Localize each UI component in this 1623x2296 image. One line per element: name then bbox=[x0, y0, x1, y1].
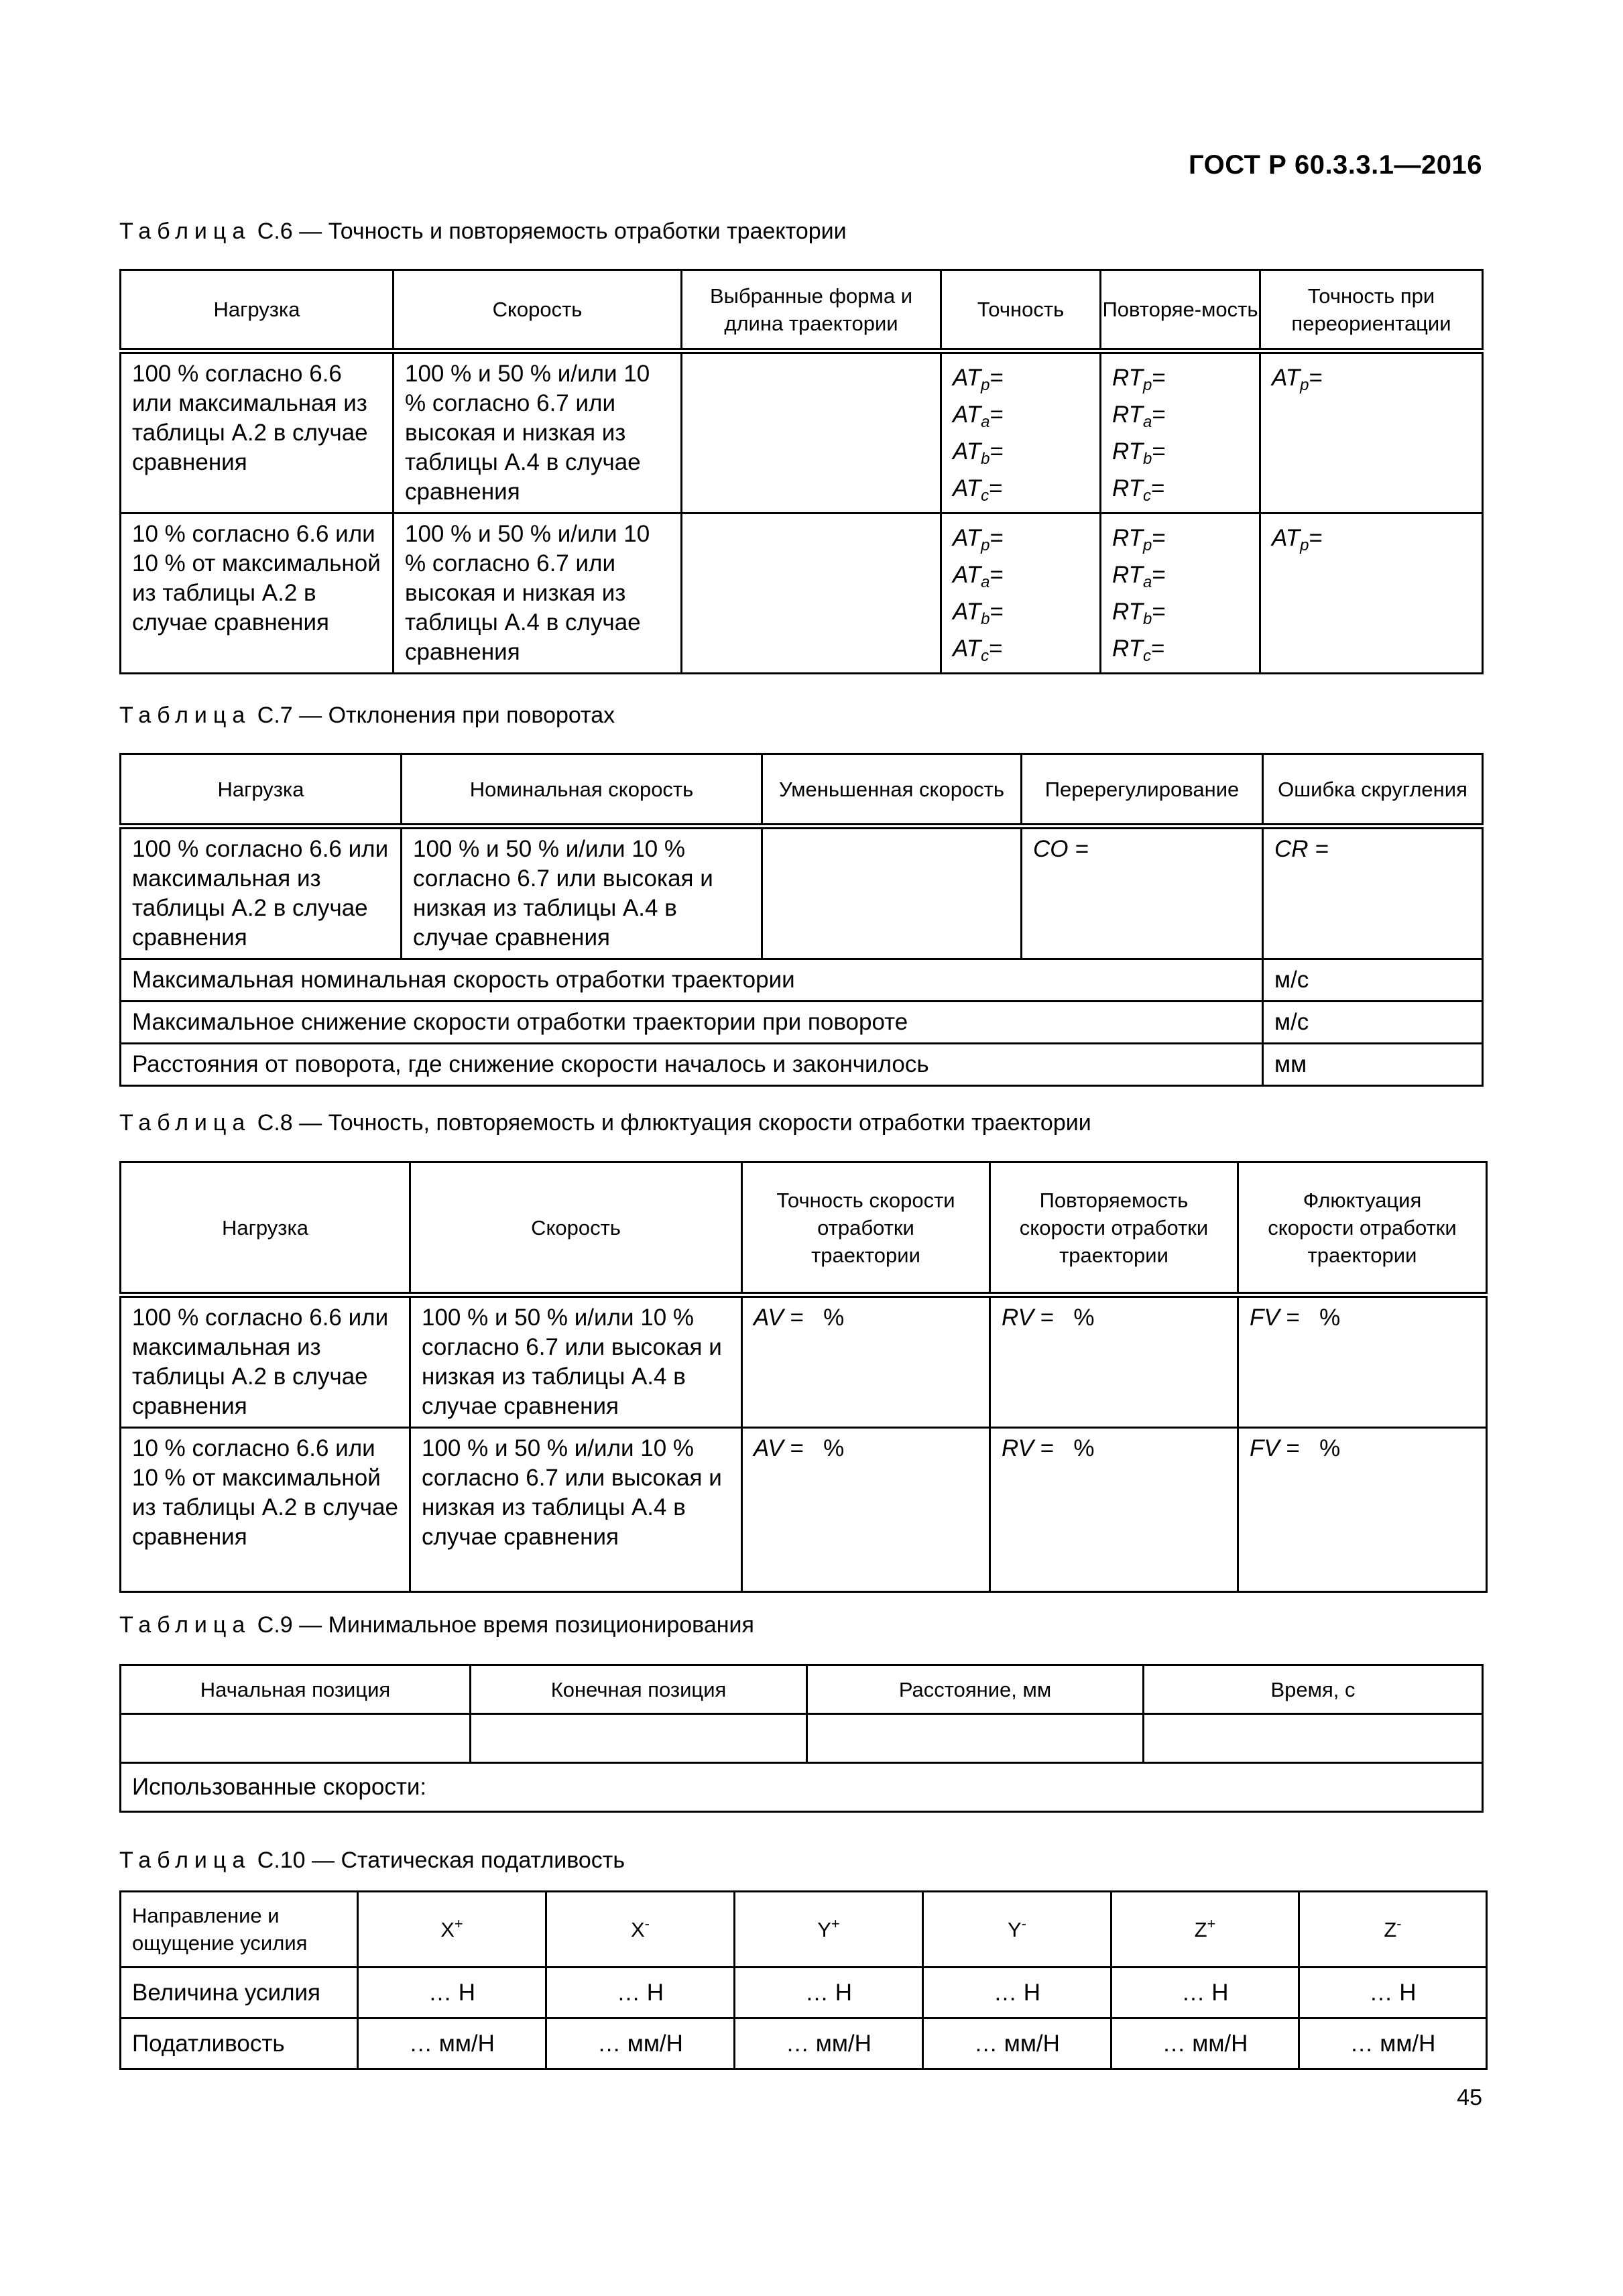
load-cell: 10 % согласно 6.6 или 10 % от максимальной из таблицы А.2 в случае сравнения bbox=[121, 1428, 410, 1592]
table-row bbox=[121, 513, 1483, 674]
table-c6-caption bbox=[119, 219, 847, 245]
compliance-value-cell: … мм/Н bbox=[546, 2018, 735, 2069]
unit-cell: мм bbox=[1263, 1044, 1483, 1086]
speed-cell: 100 % и 50 % и/или 10 % согласно 6.7 или высокая и низкая из таблицы А.4 в случае сравнения bbox=[410, 1295, 742, 1428]
table-title: — Статическая податливость bbox=[312, 1848, 625, 1873]
header-speed-repeatability: Повторяемость скорости отработки траектории bbox=[990, 1162, 1238, 1295]
header-direction: Направление и ощущение усилия bbox=[121, 1892, 358, 1968]
table-row bbox=[121, 1044, 1483, 1086]
compliance-value-cell: … мм/Н bbox=[735, 2018, 923, 2069]
table-number: С.9 bbox=[257, 1612, 293, 1638]
table-c9-caption bbox=[119, 1612, 754, 1638]
header-rounding-error: Ошибка скругления bbox=[1263, 754, 1483, 827]
compliance-value-cell: … мм/Н bbox=[358, 2018, 546, 2069]
table-number: С.10 bbox=[257, 1848, 306, 1873]
force-value-cell: … Н bbox=[923, 1968, 1111, 2018]
table-title: — Отклонения при поворотах bbox=[299, 703, 615, 728]
table-title: — Точность и повторяемость отработки траектории bbox=[299, 219, 847, 244]
reorientation-cell: $AT_p=$ bbox=[1260, 351, 1483, 513]
table-header-row bbox=[121, 754, 1483, 827]
table-row bbox=[121, 1763, 1483, 1812]
path-shape-cell bbox=[682, 351, 941, 513]
fv-cell: FV = % bbox=[1238, 1295, 1487, 1428]
header-repeatability: Повторяе-мость bbox=[1101, 270, 1260, 351]
header-load: Нагрузка bbox=[121, 754, 402, 827]
header-reduced-speed: Уменьшенная скорость bbox=[762, 754, 1022, 827]
table-header-row bbox=[121, 1162, 1487, 1295]
force-value-cell: … Н bbox=[1299, 1968, 1487, 2018]
header-speed: Скорость bbox=[410, 1162, 742, 1295]
table-row bbox=[121, 1968, 1487, 2018]
table-row bbox=[121, 827, 1483, 959]
header-load: Нагрузка bbox=[121, 1162, 410, 1295]
av-cell: AV = % bbox=[742, 1295, 990, 1428]
compliance-value-cell: … мм/Н bbox=[1111, 2018, 1299, 2069]
table-title: — Точность, повторяемость и флюктуация скорости отработки траектории bbox=[299, 1110, 1091, 1136]
header-path-shape: Выбранные форма и длина траектории bbox=[682, 270, 941, 351]
start-position-cell bbox=[121, 1714, 471, 1763]
header-x-minus: X- bbox=[546, 1892, 735, 1968]
speeds-used-cell: Использованные скорости: bbox=[121, 1763, 1483, 1812]
load-cell: 10 % согласно 6.6 или 10 % от максимальной из таблицы А.2 в случае сравнения bbox=[121, 513, 394, 674]
table-row bbox=[121, 1714, 1483, 1763]
header-accuracy: Точность bbox=[941, 270, 1101, 351]
compliance-label-cell: Податливость bbox=[121, 2018, 358, 2069]
table-row bbox=[121, 959, 1483, 1002]
force-value-cell: … Н bbox=[358, 1968, 546, 2018]
table-c10-caption bbox=[119, 1848, 625, 1874]
force-value-cell: … Н bbox=[735, 1968, 923, 2018]
table-row bbox=[121, 1002, 1483, 1044]
header-speed-fluctuation: Флюктуация скорости отработки траектории bbox=[1238, 1162, 1487, 1295]
table-title: — Минимальное время позиционирования bbox=[299, 1612, 754, 1638]
header-load: Нагрузка bbox=[121, 270, 394, 351]
overshoot-cell: CO = bbox=[1022, 827, 1263, 959]
force-label-cell: Величина усилия bbox=[121, 1968, 358, 2018]
header-z-plus: Z+ bbox=[1111, 1892, 1299, 1968]
reduced-speed-cell bbox=[762, 827, 1022, 959]
header-time: Время, с bbox=[1144, 1665, 1483, 1714]
extra-label-cell: Максимальное снижение скорости отработки траектории при повороте bbox=[121, 1002, 1263, 1044]
table-word: Таблица bbox=[119, 1848, 251, 1873]
table-c6 bbox=[119, 269, 1484, 674]
unit-cell: м/с bbox=[1263, 959, 1483, 1002]
header-x-plus: X+ bbox=[358, 1892, 546, 1968]
header-end-position: Конечная позиция bbox=[471, 1665, 807, 1714]
table-word: Таблица bbox=[119, 1612, 251, 1638]
table-c10 bbox=[119, 1890, 1488, 2070]
table-c7 bbox=[119, 753, 1484, 1087]
table-c9 bbox=[119, 1664, 1484, 1813]
page-number: 45 bbox=[1457, 2085, 1482, 2110]
speed-cell: 100 % и 50 % и/или 10 % согласно 6.7 или высокая и низкая из таблицы А.4 в случае сравнения bbox=[410, 1428, 742, 1592]
header-y-minus: Y- bbox=[923, 1892, 1111, 1968]
distance-cell bbox=[807, 1714, 1144, 1763]
header-z-minus: Z- bbox=[1299, 1892, 1487, 1968]
header-speed-accuracy: Точность скорости отработки траектории bbox=[742, 1162, 990, 1295]
table-header-row bbox=[121, 1892, 1487, 1968]
document-code: ГОСТ Р 60.3.3.1—2016 bbox=[1188, 150, 1482, 180]
accuracy-cell: $AT_p=$ $AT_a=$ $AT_b=$ $AT_c=$ bbox=[941, 513, 1101, 674]
reorientation-cell: $AT_p=$ bbox=[1260, 513, 1483, 674]
table-header-row bbox=[121, 270, 1483, 351]
table-header-row bbox=[121, 1665, 1483, 1714]
repeatability-cell: $RT_p=$ $RT_a=$ $RT_b=$ $RT_c=$ bbox=[1101, 513, 1260, 674]
table-row bbox=[121, 2018, 1487, 2069]
repeatability-cell: $RT_p=$ $RT_a=$ $RT_b=$ $RT_c=$ bbox=[1101, 351, 1260, 513]
unit-cell: м/с bbox=[1263, 1002, 1483, 1044]
table-c7-caption bbox=[119, 703, 615, 729]
table-word: Таблица bbox=[119, 1110, 251, 1136]
force-value-cell: … Н bbox=[1111, 1968, 1299, 2018]
load-cell: 100 % согласно 6.6 или максимальная из таблицы А.2 в случае сравнения bbox=[121, 1295, 410, 1428]
table-number: С.8 bbox=[257, 1110, 293, 1136]
header-speed: Скорость bbox=[394, 270, 682, 351]
time-cell bbox=[1144, 1714, 1483, 1763]
compliance-value-cell: … мм/Н bbox=[1299, 2018, 1487, 2069]
header-y-plus: Y+ bbox=[735, 1892, 923, 1968]
table-number: С.6 bbox=[257, 219, 293, 244]
load-cell: 100 % согласно 6.6 или максимальная из таблицы А.2 в случае сравнения bbox=[121, 827, 402, 959]
table-word: Таблица bbox=[119, 703, 251, 728]
rounding-error-cell: CR = bbox=[1263, 827, 1483, 959]
table-row bbox=[121, 1428, 1487, 1592]
extra-label-cell: Максимальная номинальная скорость отработки траектории bbox=[121, 959, 1263, 1002]
header-nominal-speed: Номинальная скорость bbox=[402, 754, 762, 827]
header-distance: Расстояние, мм bbox=[807, 1665, 1144, 1714]
fv-cell: FV = % bbox=[1238, 1428, 1487, 1592]
table-c8-caption bbox=[119, 1110, 1091, 1136]
speed-cell: 100 % и 50 % и/или 10 % согласно 6.7 или высокая и низкая из таблицы А.4 в случае сравнения bbox=[402, 827, 762, 959]
table-row bbox=[121, 351, 1483, 513]
rv-cell: RV = % bbox=[990, 1428, 1238, 1592]
end-position-cell bbox=[471, 1714, 807, 1763]
extra-label-cell: Расстояния от поворота, где снижение скорости началось и закончилось bbox=[121, 1044, 1263, 1086]
path-shape-cell bbox=[682, 513, 941, 674]
speed-cell: 100 % и 50 % и/или 10 % согласно 6.7 или высокая и низкая из таблицы А.4 в случае сравнения bbox=[394, 351, 682, 513]
table-number: С.7 bbox=[257, 703, 293, 728]
header-overshoot: Перерегулирование bbox=[1022, 754, 1263, 827]
table-c8 bbox=[119, 1161, 1488, 1593]
compliance-value-cell: … мм/Н bbox=[923, 2018, 1111, 2069]
header-reorientation: Точность при переориентации bbox=[1260, 270, 1483, 351]
table-word: Таблица bbox=[119, 219, 251, 244]
table-row bbox=[121, 1295, 1487, 1428]
load-cell: 100 % согласно 6.6 или максимальная из таблицы А.2 в случае сравнения bbox=[121, 351, 394, 513]
av-cell: AV = % bbox=[742, 1428, 990, 1592]
force-value-cell: … Н bbox=[546, 1968, 735, 2018]
accuracy-cell: $AT_p=$ $AT_a=$ $AT_b=$ $AT_c=$ bbox=[941, 351, 1101, 513]
header-start-position: Начальная позиция bbox=[121, 1665, 471, 1714]
speed-cell: 100 % и 50 % и/или 10 % согласно 6.7 или высокая и низкая из таблицы А.4 в случае сравнения bbox=[394, 513, 682, 674]
rv-cell: RV = % bbox=[990, 1295, 1238, 1428]
